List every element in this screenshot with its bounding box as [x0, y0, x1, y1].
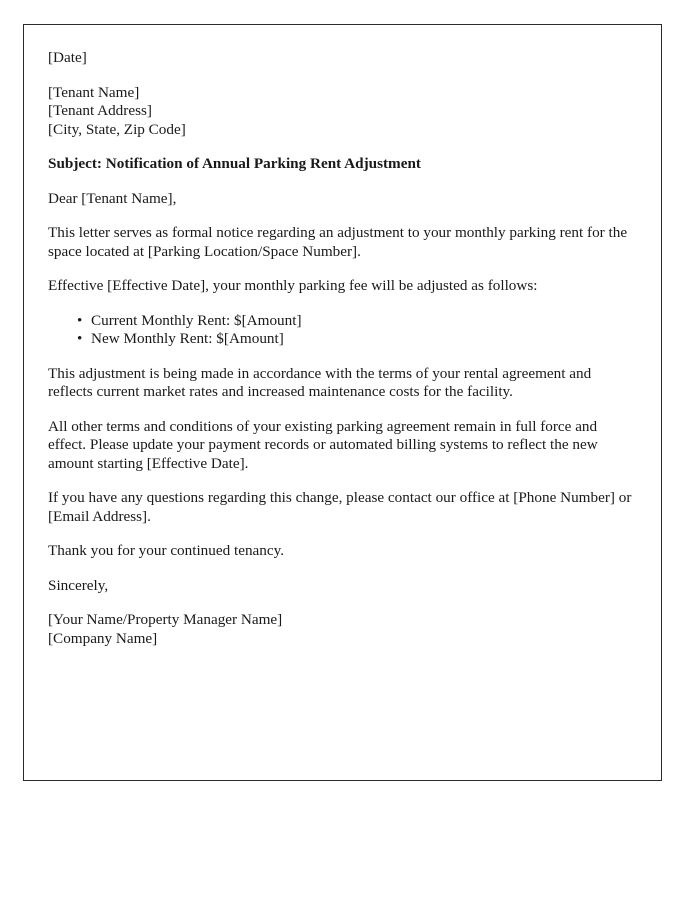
recipient-city-state-zip: [City, State, Zip Code] — [48, 120, 186, 138]
paragraph-terms: All other terms and conditions of your existing parking agreement remain in full force and effect. Please update your payment records or automated billing systems to reflect the new amount starting [Effective Date]. — [48, 417, 598, 472]
subject-line: Subject: Notification of Annual Parking Rent Adjustment — [48, 155, 421, 172]
paragraph-justification: This adjustment is being made in accordance with the terms of your rental agreement and reflects current market rates and increased maintenance costs for the facility. — [48, 364, 592, 400]
letter-content — [48, 49, 634, 648]
paragraph-effective-date: Effective [Effective Date], your monthly parking fee will be adjusted as follows: — [48, 277, 538, 294]
paragraph-intro: This letter serves as formal notice regarding an adjustment to your monthly parking rent for the space located at [Parking Location/Space Number]. — [48, 224, 628, 260]
date-line: [Date] — [48, 49, 87, 66]
sender-name: [Your Name/Property Manager Name] — [48, 611, 283, 628]
document-page-border — [23, 24, 662, 781]
closing-line: Sincerely, — [48, 576, 109, 594]
salutation: Dear [Tenant Name], — [48, 189, 177, 207]
recipient-name: [Tenant Name] — [48, 83, 140, 101]
recipient-address-block — [48, 84, 634, 140]
paragraph-contact: If you have any questions regarding this change, please contact our office at [Phone Number] or [Email Address]. — [48, 489, 632, 525]
rent-amount-list — [48, 312, 634, 349]
recipient-address: [Tenant Address] — [48, 102, 152, 119]
list-item: • New Monthly Rent: $[Amount] — [77, 330, 634, 349]
signature-block — [48, 611, 634, 648]
company-name: [Company Name] — [48, 629, 158, 647]
list-item: • Current Monthly Rent: $[Amount] — [77, 312, 634, 331]
paragraph-thanks: Thank you for your continued tenancy. — [48, 542, 285, 559]
